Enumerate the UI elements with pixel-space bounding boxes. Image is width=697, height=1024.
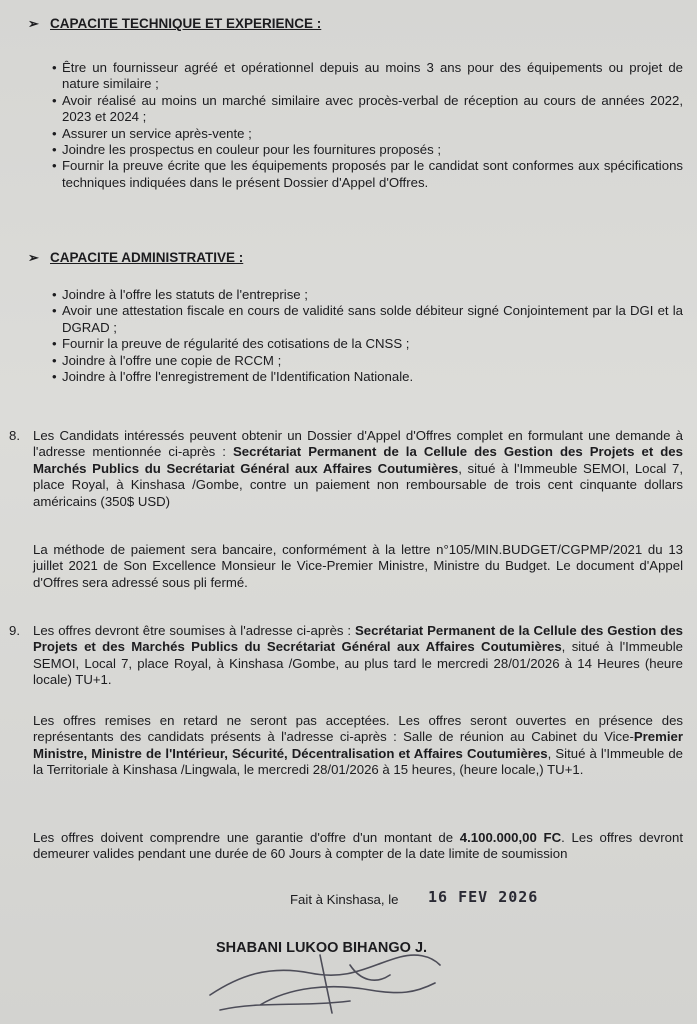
list-item: • Avoir réalisé au moins un marché similaire avec procès-verbal de réception au cours de années 2022, 2023 et 2024 ;: [52, 93, 683, 126]
paragraph-number: 9.: [9, 623, 20, 638]
list-item: • Fournir la preuve de régularité des cotisations de la CNSS ;: [52, 336, 683, 352]
late-offers-paragraph: Les offres remises en retard ne seront pas acceptées. Les offres seront ouvertes en présence des représentants des candidats présents à l'adresse ci-après : Salle de réunion au Cabinet du Vice-Premier Ministre, Ministre de l'Intérieur, Sécurité, Décentralisation et Affaires Coutumières, Situé à l'Immeuble de la Territoriale à Kinshasa /Lingwala, le mercredi 28/01/2026 à 15 heures, (heure locale,) TU+1.: [33, 713, 683, 778]
date-stamp: 16 FEV 2026: [428, 888, 539, 906]
administrative-requirements-list: [52, 287, 683, 385]
payment-method-paragraph: La méthode de paiement sera bancaire, conformément à la lettre n°105/MIN.BUDGET/CGPMP/2021 du 13 juillet 2021 de Son Excellence Monsieur le Vice-Premier Ministre, Ministre du Budget. Le document d'Appel d'Offres sera adressé sous pli fermé.: [33, 542, 683, 590]
paragraph-8: Les Candidats intéressés peuvent obtenir un Dossier d'Appel d'Offres complet en formulant une demande à l'adresse mentionnée ci-après : Secrétariat Permanent de la Cellule des Gestion des Projets et des Marchés Publics du Secrétariat Général aux Affaires Coutumières, situé à l'Immeuble SEMOI, Local 7, place Royal, à Kinshasa /Gombe, contre un paiement non remboursable de trois cent cinquante dollars américains (350$ USD): [33, 428, 683, 509]
guarantee-paragraph: Les offres doivent comprendre une garantie d'offre d'un montant de 4.100.000,00 FC. Les offres devront demeurer valides pendant une durée de 60 Jours à compter de la date limite de soumission: [33, 830, 683, 862]
chevron-right-icon: ➢: [28, 16, 39, 31]
list-item: • Fournir la preuve écrite que les équipements proposés par le candidat sont conformes aux spécifications techniques indiquées dans le présent Dossier d'Appel d'Offres.: [52, 158, 683, 191]
paragraph-number: 8.: [9, 428, 20, 443]
place-label: Fait à Kinshasa, le: [290, 892, 399, 907]
chevron-right-icon: ➢: [28, 250, 39, 265]
signatory-name: SHABANI LUKOO BIHANGO J.: [216, 940, 428, 956]
list-item: • Joindre à l'offre l'enregistrement de l'Identification Nationale.: [52, 369, 683, 385]
list-item: • Être un fournisseur agréé et opérationnel depuis au moins 3 ans pour des équipements ou projet de nature similaire ;: [52, 60, 683, 93]
list-item: • Joindre les prospectus en couleur pour les fournitures proposés ;: [52, 142, 683, 158]
list-item: • Joindre à l'offre les statuts de l'entreprise ;: [52, 287, 683, 303]
paragraph-9: Les offres devront être soumises à l'adresse ci-après : Secrétariat Permanent de la Cellule des Gestion des Projets et des Marchés Publics du Secrétariat Général aux Affaires Coutumières, situé à l'Immeuble SEMOI, Local 7, place Royal, à Kinshasa /Gombe, au plus tard le mercredi 28/01/2026 à 14 Heures (heure locale) TU+1.: [33, 623, 684, 688]
list-item: • Assurer un service après-vente ;: [52, 126, 683, 142]
list-item: • Avoir une attestation fiscale en cours de validité sans solde débiteur signé Conjointement par la DGI et la DGRAD ;: [52, 303, 683, 336]
section-heading-administrative: ➢ CAPACITE ADMINISTRATIVE :: [28, 250, 244, 265]
section-heading-technical: ➢ CAPACITE TECHNIQUE ET EXPERIENCE :: [28, 16, 322, 31]
technical-requirements-list: [52, 60, 683, 191]
list-item: • Joindre à l'offre une copie de RCCM ;: [52, 353, 683, 369]
